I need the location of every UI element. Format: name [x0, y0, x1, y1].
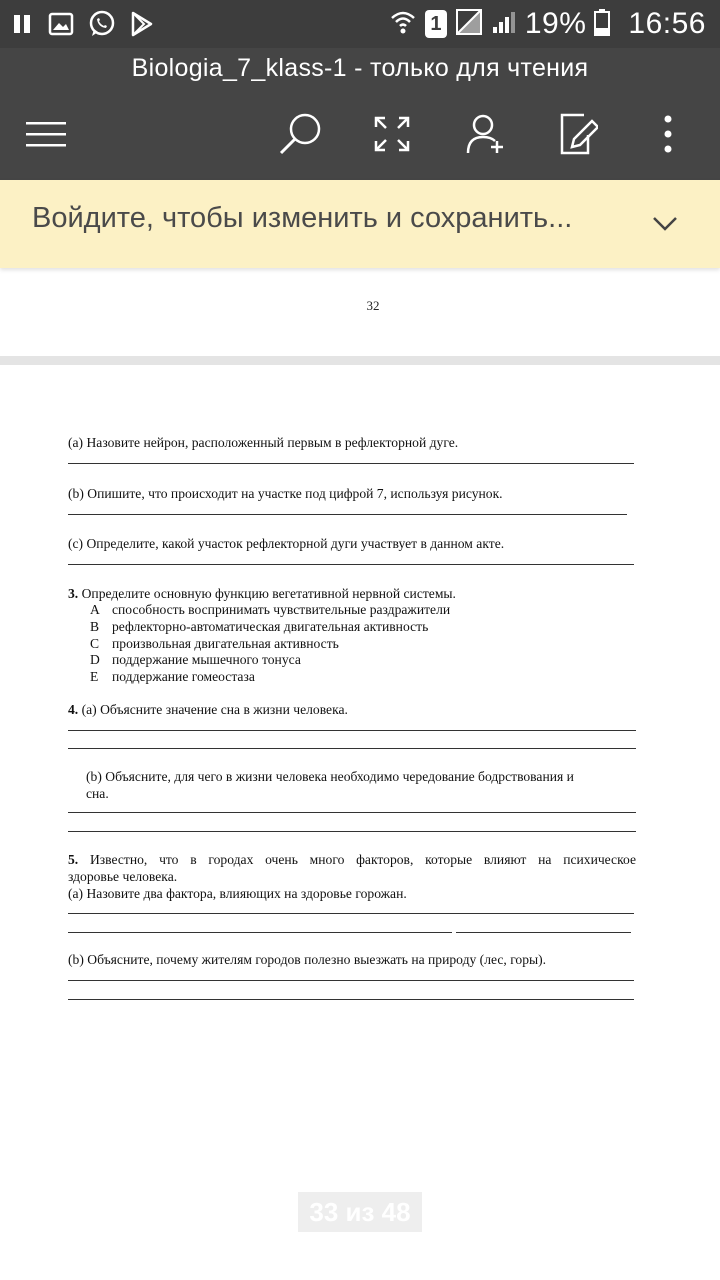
- question-2c: (c) Определите, какой участок рефлекторной дуги участвует в данном акте.: [68, 536, 505, 551]
- sim-badge: 1: [425, 10, 447, 38]
- fullscreen-button[interactable]: [364, 106, 420, 162]
- status-bar: [0, 0, 720, 48]
- no-signal-icon: [455, 8, 483, 41]
- answer-option: A способность воспринимать чувствительные раздражители: [90, 602, 451, 617]
- question-text: Определите основную функцию вегетативной нервной системы.: [81, 586, 456, 601]
- question-3: [68, 586, 456, 602]
- question-number: 4.: [68, 702, 79, 717]
- battery-icon: [594, 8, 610, 41]
- answer-line: [68, 932, 452, 933]
- question-5: [68, 852, 636, 868]
- question-5-continued: здоровье человека.: [68, 869, 178, 884]
- app-bar: [0, 48, 720, 180]
- more-options-button[interactable]: [640, 106, 696, 162]
- question-4a: [68, 702, 348, 718]
- menu-button[interactable]: [18, 106, 74, 162]
- answer-line: [68, 514, 627, 515]
- question-2b: (b) Опишите, что происходит на участке под цифрой 7, используя рисунок.: [68, 486, 503, 501]
- answer-line: [68, 564, 634, 565]
- question-text: Известно, что в городах очень много факторов, которые влияют на психическое: [89, 852, 636, 867]
- question-2a: (a) Назовите нейрон, расположенный первым в рефлекторной дуге.: [68, 435, 459, 450]
- question-5b: (b) Объясните, почему жителям городов полезно выезжать на природу (лес, горы).: [68, 952, 547, 967]
- answer-line: [68, 980, 634, 981]
- answer-line: [68, 812, 636, 813]
- whatsapp-icon: [88, 10, 116, 38]
- answer-line: [68, 748, 636, 749]
- signal-icon: [491, 9, 517, 40]
- more-vertical-icon: [662, 114, 674, 154]
- sign-in-banner-text: Войдите, чтобы изменить и сохранить...: [32, 202, 573, 234]
- answer-option: D поддержание мышечного тонуса: [90, 652, 301, 667]
- question-number: 5.: [68, 852, 79, 867]
- answer-line: [68, 913, 634, 914]
- battery-percent: 19%: [524, 7, 587, 40]
- question-text: (a) Объясните значение сна в жизни человека.: [81, 702, 348, 717]
- answer-line: [68, 730, 636, 731]
- answer-line: [68, 463, 634, 464]
- answer-option: C произвольная двигательная активность: [90, 636, 339, 651]
- play-store-icon: [130, 11, 154, 37]
- edit-button[interactable]: [550, 106, 606, 162]
- page-separator: [0, 356, 720, 365]
- answer-line: [68, 831, 636, 832]
- share-button[interactable]: [458, 106, 514, 162]
- previous-page-number: 32: [366, 298, 380, 313]
- pause-icon: [12, 13, 34, 35]
- edit-document-icon: [558, 113, 598, 155]
- answer-line: [68, 999, 634, 1000]
- expand-icon: [373, 115, 411, 153]
- search-button[interactable]: [272, 106, 328, 162]
- search-icon: [277, 111, 323, 157]
- hamburger-menu-icon: [24, 119, 68, 149]
- chevron-down-icon[interactable]: [650, 208, 680, 238]
- add-person-icon: [465, 113, 507, 155]
- document-page[interactable]: [0, 365, 720, 1280]
- gallery-icon: [48, 12, 74, 36]
- wifi-icon: [389, 8, 417, 41]
- question-5a: (a) Назовите два фактора, влияющих на здоровье горожан.: [68, 886, 407, 901]
- clock: 16:56: [628, 7, 706, 40]
- answer-option: B рефлекторно-автоматическая двигательная активность: [90, 619, 429, 634]
- question-number: 3.: [68, 586, 79, 601]
- question-4b-continued: сна.: [86, 786, 109, 801]
- page-counter: 33 из 48: [298, 1192, 422, 1232]
- sign-in-banner[interactable]: [0, 180, 720, 268]
- answer-line: [456, 932, 631, 933]
- answer-option: E поддержание гомеостаза: [90, 669, 255, 684]
- question-4b: (b) Объясните, для чего в жизни человека необходимо чередование бодрствования и: [86, 769, 574, 784]
- document-title: Biologia_7_klass-1 - только для чтения: [131, 54, 589, 82]
